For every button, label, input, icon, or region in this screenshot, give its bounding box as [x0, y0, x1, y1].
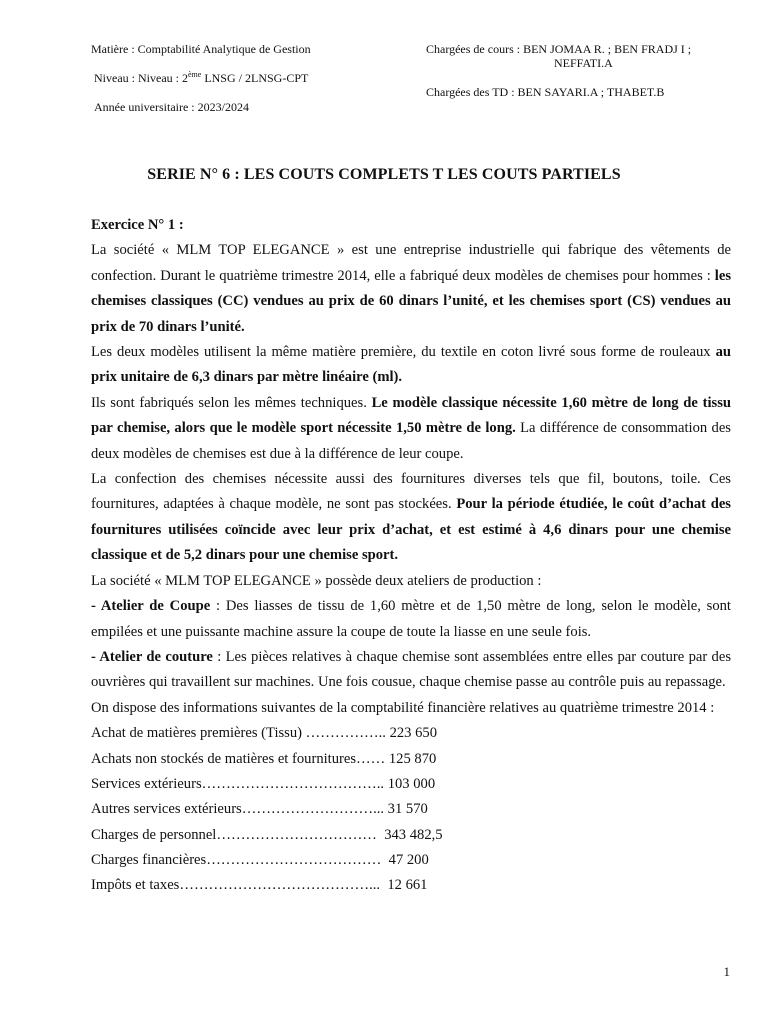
expense-label: Services extérieurs………………………………..: [91, 775, 385, 792]
list-item: [91, 772, 731, 797]
techniques-text: Ils sont fabriqués selon les mêmes techniques.: [91, 394, 372, 411]
intro-text: La société « MLM TOP ELEGANCE » est une entreprise industrielle qui fabrique des vêtements de confection. Durant le quatrième trimestre 2014, elle a fabriqué deux modèles de chemises pour hommes :: [91, 242, 731, 284]
expense-value: 223 650: [385, 725, 438, 742]
page-number: 1: [723, 964, 730, 979]
expense-value: 103 000: [384, 775, 436, 792]
expense-label: Autres services extérieurs………………………...: [91, 801, 385, 818]
list-item: [91, 797, 731, 822]
academic-year-line: Année universitaire : 2023/2024: [94, 100, 249, 114]
sewing-workshop-label: - Atelier de couture: [91, 648, 213, 665]
cutting-workshop-label: - Atelier de Coupe: [91, 598, 211, 615]
expense-list: [91, 721, 731, 899]
list-item: [91, 747, 731, 772]
paragraph-cutting-workshop: [91, 594, 731, 645]
material-text: Les deux modèles utilisent la même matière première, du textile en coton livré sous forme de rouleaux: [91, 344, 716, 361]
material-bold: au prix unitaire de 6,3 dinars par mètre linéaire (ml).: [91, 344, 731, 386]
page-title: SERIE N° 6 : LES COUTS COMPLETS T LES COUTS PARTIELS: [147, 166, 621, 183]
paragraph-supplies: [91, 467, 731, 569]
techniques-text-2: La différence de consommation des deux modèles de chemises est due à la différence de leur coupe.: [91, 420, 731, 462]
intro-bold: les chemises classiques (CC) vendues au prix de 60 dinars l’unité, et les chemises sport (CS) vendues au prix de 70 dinars l’unité.: [91, 267, 731, 335]
document-body: [91, 213, 731, 899]
expense-label: Achat de matières premières (Tissu) ……………..: [91, 725, 386, 742]
supplies-bold: Pour la période étudiée, le coût d’achat des fournitures utilisées coïncide avec leur prix d’achat, et est estimé à 4,6 dinars pour une chemise classique et de 5,2 dinars pour une chemise sport.: [91, 496, 731, 564]
list-item: [91, 721, 731, 746]
supplies-text: La confection des chemises nécessite aussi des fournitures diverses tels que fil, boutons, toile. Ces fournitures, adaptées à chaque modèle, ne sont pas stockées.: [91, 471, 731, 513]
lecturers-line-2: NEFFATI.A: [554, 56, 613, 70]
level-line: [94, 71, 308, 86]
cutting-workshop-text: : Des liasses de tissu de 1,60 mètre et de 1,50 mètre de long, selon le modèle, sont empilées et une puissante machine assure la coupe de toute la liasse en une seule fois.: [91, 598, 731, 640]
expense-value: 343 482,5: [376, 826, 443, 843]
level-suffix: LNSG / 2LNSG-CPT: [201, 71, 309, 85]
expense-label: Impôts et taxes…………………………………...: [91, 877, 381, 894]
list-item: [91, 873, 731, 898]
paragraph-financial-info: On dispose des informations suivantes de la comptabilité financière relatives au quatrième trimestre 2014 :: [91, 699, 715, 716]
paragraph-workshops-intro: La société « MLM TOP ELEGANCE » possède deux ateliers de production :: [91, 572, 542, 589]
subject-line: Matière : Comptabilité Analytique de Gestion: [91, 42, 311, 56]
techniques-bold: Le modèle classique nécessite 1,60 mètre de long de tissu par chemise, alors que le modèle sport nécessite 1,50 mètre de long.: [91, 394, 731, 437]
sewing-workshop-text: : Les pièces relatives à chaque chemise sont assemblées entre elles par couture par des ouvrières qui travaillent sur machines. Une fois cousue, chaque chemise passe au contrôle puis au repassage.: [91, 648, 732, 691]
expense-value: 125 870: [385, 750, 437, 767]
list-item: [91, 848, 731, 873]
expense-label: Achats non stockés de matières et fournitures……: [91, 750, 386, 767]
paragraph-sewing-workshop: [91, 645, 731, 696]
expense-value: 12 661: [380, 877, 428, 894]
td-line: Chargées des TD : BEN SAYARI.A ; THABET.B: [426, 85, 665, 99]
exercise-title: Exercice N° 1 :: [91, 217, 184, 233]
expense-label: Charges financières………………………………: [91, 852, 382, 869]
level-prefix: Niveau : Niveau : 2: [94, 71, 188, 85]
level-superscript: ème: [187, 70, 202, 79]
expense-label: Charges de personnel……………………………: [91, 826, 377, 843]
lecturers-line: Chargées de cours : BEN JOMAA R. ; BEN FRADJ I ;: [426, 42, 692, 56]
expense-value: 31 570: [384, 801, 428, 818]
list-item: [91, 823, 731, 848]
paragraph-intro: [91, 238, 731, 340]
paragraph-techniques: [91, 391, 731, 467]
expense-value: 47 200: [381, 852, 429, 869]
paragraph-material: [91, 340, 731, 391]
